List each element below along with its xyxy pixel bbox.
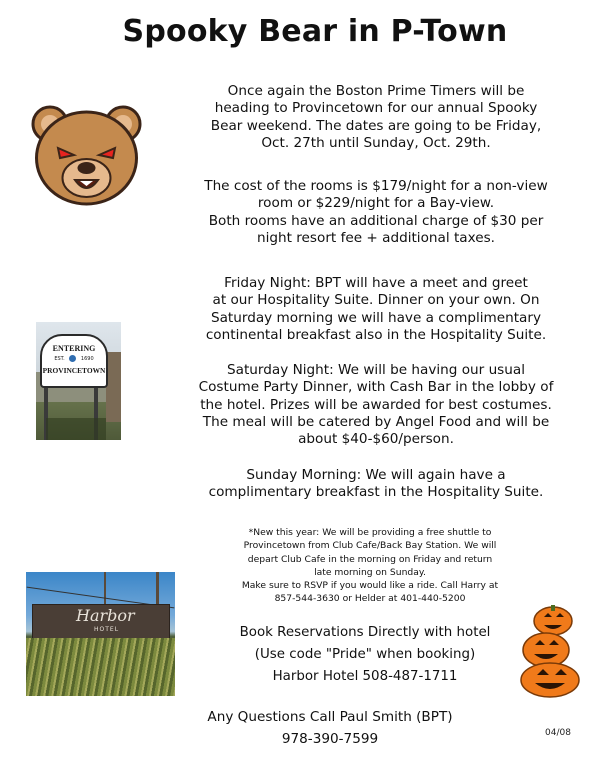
- bear-face-image: [28, 100, 145, 208]
- intro-line: Once again the Boston Prime Timers will be: [227, 83, 525, 99]
- intro-line: Oct. 27th until Sunday, Oct. 29th.: [261, 134, 491, 151]
- harbor-hotel-photo: [26, 572, 175, 696]
- saturday-line: about $40-$60/person.: [298, 431, 454, 448]
- sign-est-text: EST.: [54, 356, 65, 362]
- town-seal-icon: [69, 355, 76, 362]
- cost-line: night resort fee + additional taxes.: [256, 229, 495, 246]
- shuttle-note: [215, 526, 525, 606]
- sunday-line: complimentary breakfast in the Hospitality Suite.: [208, 484, 544, 501]
- intro-paragraph: [172, 83, 580, 152]
- cost-line: Both rooms have an additional charge of $30 per: [208, 212, 544, 229]
- booking-line: (Use code "Pride" when booking): [254, 647, 476, 662]
- note-line: Provincetown from Club Cafe/Back Bay Station. We will: [243, 540, 497, 552]
- sunday-paragraph: [172, 467, 580, 502]
- friday-line: Friday Night: BPT will have a meet and greet: [224, 275, 528, 291]
- friday-paragraph: [172, 275, 580, 344]
- document-code: 04/08: [545, 728, 571, 738]
- friday-line: continental breakfast also in the Hospitality Suite.: [205, 326, 547, 343]
- sign-entering-text: ENTERING: [52, 344, 96, 353]
- harbor-logo-text: Harbor: [76, 606, 135, 625]
- intro-line: heading to Provincetown for our annual Spooky: [214, 100, 538, 117]
- contact-phone: 978-390-7599: [281, 731, 379, 747]
- friday-line: Saturday morning we will have a complimentary: [210, 309, 542, 326]
- note-line: *New this year: We will be providing a free shuttle to: [248, 527, 492, 538]
- note-line: Make sure to RSVP if you would like a ride. Call Harry at: [241, 580, 499, 592]
- booking-info: [205, 622, 525, 688]
- saturday-line: Costume Party Dinner, with Cash Bar in the lobby of: [198, 379, 554, 396]
- provincetown-sign-photo: [36, 322, 121, 440]
- booking-line: Harbor Hotel 508-487-1711: [272, 669, 458, 684]
- sign-year-text: 1690: [80, 356, 94, 362]
- note-line: late morning on Sunday.: [314, 566, 426, 578]
- friday-line: at our Hospitality Suite. Dinner on your own. On: [212, 292, 540, 309]
- booking-line: Book Reservations Directly with hotel: [239, 625, 491, 640]
- contact-line: Any Questions Call Paul Smith (BPT): [207, 709, 453, 725]
- saturday-line: the hotel. Prizes will be awarded for best costumes.: [200, 396, 552, 413]
- saturday-line: The meal will be catered by Angel Food and will be: [202, 413, 550, 430]
- intro-line: Bear weekend. The dates are going to be Friday,: [210, 117, 542, 134]
- flyer-title: Spooky Bear in P-Town: [122, 14, 508, 49]
- saturday-line: Saturday Night: We will be having our usual: [226, 362, 525, 378]
- sign-town-text: PROVINCETOWN: [42, 366, 106, 375]
- note-line: depart Club Cafe in the morning on Friday and return: [247, 553, 493, 565]
- saturday-paragraph: [172, 362, 580, 448]
- cost-paragraph: [172, 178, 580, 247]
- cost-line: The cost of the rooms is $179/night for a non-view: [204, 178, 548, 194]
- sunday-line: Sunday Morning: We will again have a: [246, 467, 506, 483]
- cost-line: room or $229/night for a Bay-view.: [257, 195, 495, 212]
- hotel-sub-text: HOTEL: [94, 626, 120, 633]
- jack-o-lantern-stack-image: [518, 603, 583, 698]
- note-line: 857-544-3630 or Helder at 401-440-5200: [274, 593, 466, 605]
- contact-info: [195, 706, 465, 750]
